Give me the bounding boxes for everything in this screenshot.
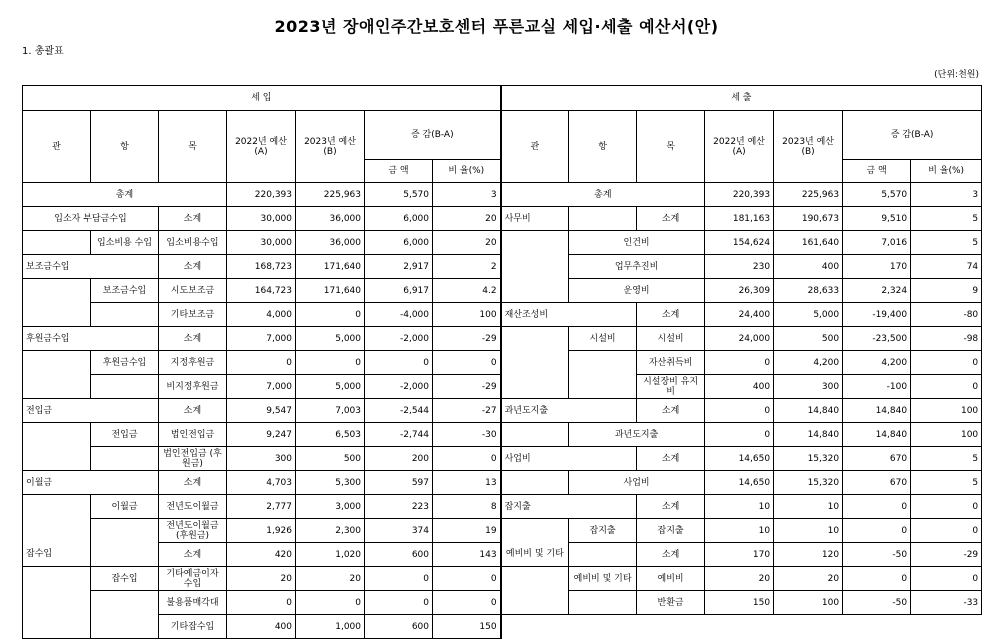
cell: 5,570	[843, 183, 911, 207]
cell: 500	[774, 327, 843, 351]
table-row	[23, 207, 982, 231]
cell: 30,000	[227, 207, 296, 231]
table-row	[23, 303, 982, 327]
gwan-cell: 잡지출	[501, 495, 637, 519]
cell: 0	[911, 519, 982, 543]
subtotal-label: 소계	[159, 471, 227, 495]
cell: 170	[705, 543, 774, 567]
col-2022: 2022년 예산(A)	[227, 111, 296, 183]
table-row	[23, 255, 982, 279]
cell: 3	[911, 183, 982, 207]
table-row	[23, 327, 982, 351]
cell: 300	[774, 375, 843, 399]
hang-cell: 잡수입	[91, 567, 159, 591]
cell: -27	[433, 399, 501, 423]
cell: 0	[365, 567, 433, 591]
mok-cell: 입소비용수입	[159, 231, 227, 255]
cell: 0	[365, 351, 433, 375]
col-hang-exp: 항	[569, 111, 637, 183]
cell: 154,624	[705, 231, 774, 255]
mok-cell: 법인전입금	[159, 423, 227, 447]
cell: 7,003	[296, 399, 365, 423]
cell: 600	[365, 543, 433, 567]
col-hang: 항	[91, 111, 159, 183]
col-ratio-exp: 비 율(%)	[911, 160, 982, 183]
cell: 20	[705, 567, 774, 591]
col-amount: 금 액	[365, 160, 433, 183]
hang-cell: 예비비 및 기타	[569, 567, 637, 591]
section-heading: 1. 총괄표	[22, 46, 64, 57]
cell: 6,000	[365, 231, 433, 255]
cell: 220,393	[227, 183, 296, 207]
cell: 0	[843, 519, 911, 543]
header-row-2	[23, 111, 982, 160]
gwan-cell: 과년도지출	[501, 399, 637, 423]
cell: 0	[227, 351, 296, 375]
mok-cell: 지정후원금	[159, 351, 227, 375]
cell: 5,000	[774, 303, 843, 327]
table-row	[23, 423, 982, 447]
col-2023-exp: 2023년 예산(B)	[774, 111, 843, 183]
gwan-cell: 전입금	[23, 399, 159, 423]
cell: -2,000	[365, 375, 433, 399]
cell: -50	[843, 591, 911, 615]
cell: 0	[433, 351, 501, 375]
cell: 420	[227, 543, 296, 567]
table-row	[23, 183, 982, 207]
mok-cell: 기타잡수입	[159, 615, 227, 639]
mok-cell: 기타보조금	[159, 303, 227, 327]
cell: 36,000	[296, 231, 365, 255]
cell: 20	[296, 567, 365, 591]
cell: 7,000	[227, 375, 296, 399]
subtotal-label: 소계	[637, 303, 705, 327]
cell: 0	[433, 591, 501, 615]
subtotal-label: 소계	[637, 399, 705, 423]
subtotal-label: 소계	[159, 543, 227, 567]
table-row	[23, 519, 982, 543]
expense-total-label: 총계	[501, 183, 705, 207]
gwan-cell: 사무비	[501, 207, 569, 231]
cell: 15,320	[774, 447, 843, 471]
cell: 5	[911, 471, 982, 495]
cell: 20	[433, 207, 501, 231]
cell: 100	[774, 591, 843, 615]
cell: 20	[774, 567, 843, 591]
cell: 400	[705, 375, 774, 399]
cell: 225,963	[296, 183, 365, 207]
cell: 20	[227, 567, 296, 591]
hang-cell: 업무추진비	[569, 255, 705, 279]
gwan-cell: 후원금수입	[23, 327, 159, 351]
hang-cell: 잡지출	[569, 519, 637, 543]
cell: -29	[911, 543, 982, 567]
hang-cell: 시설비	[569, 327, 637, 351]
cell: -33	[911, 591, 982, 615]
cell: 161,640	[774, 231, 843, 255]
cell: 171,640	[296, 255, 365, 279]
col-mok: 목	[159, 111, 227, 183]
table-row	[23, 615, 982, 639]
cell: -2,744	[365, 423, 433, 447]
cell: 26,309	[705, 279, 774, 303]
cell: 0	[911, 495, 982, 519]
cell: 10	[774, 495, 843, 519]
cell: 374	[365, 519, 433, 543]
cell: 4.2	[433, 279, 501, 303]
cell: 1,000	[296, 615, 365, 639]
cell: 9,510	[843, 207, 911, 231]
cell: 0	[227, 591, 296, 615]
cell: 100	[433, 303, 501, 327]
subtotal-label: 소계	[159, 327, 227, 351]
gwan-cell: 사업비	[501, 447, 637, 471]
cell: 150	[705, 591, 774, 615]
cell: 143	[433, 543, 501, 567]
cell: 5,300	[296, 471, 365, 495]
mok-cell: 시설비	[637, 327, 705, 351]
cell: 400	[774, 255, 843, 279]
cell: -4,000	[365, 303, 433, 327]
cell: 100	[911, 423, 982, 447]
cell: 7,000	[227, 327, 296, 351]
cell: 5	[911, 207, 982, 231]
cell: 0	[911, 351, 982, 375]
cell: -29	[433, 375, 501, 399]
cell: 1,020	[296, 543, 365, 567]
hang-cell: 이월금	[91, 495, 159, 519]
cell: 24,000	[705, 327, 774, 351]
subtotal-label: 소계	[637, 543, 705, 567]
cell: 220,393	[705, 183, 774, 207]
table-row	[23, 495, 982, 519]
mok-cell: 법인전입금 (후원금)	[159, 447, 227, 471]
cell: 74	[911, 255, 982, 279]
cell: 9,547	[227, 399, 296, 423]
budget-table	[22, 85, 982, 639]
cell: 14,650	[705, 471, 774, 495]
cell: -100	[843, 375, 911, 399]
cell: 2,324	[843, 279, 911, 303]
cell: 0	[705, 351, 774, 375]
cell: 120	[774, 543, 843, 567]
cell: 14,840	[843, 399, 911, 423]
cell: 30,000	[227, 231, 296, 255]
cell: 5	[911, 231, 982, 255]
cell: 20	[433, 231, 501, 255]
cell: 24,400	[705, 303, 774, 327]
col-mok-exp: 목	[637, 111, 705, 183]
hang-cell: 인건비	[569, 231, 705, 255]
cell: 4,200	[843, 351, 911, 375]
cell: 6,000	[365, 207, 433, 231]
col-2023: 2023년 예산(B)	[296, 111, 365, 183]
table-row	[23, 231, 982, 255]
cell: 6,917	[365, 279, 433, 303]
mok-cell: 전년도이월금 (후원금)	[159, 519, 227, 543]
cell: 5	[911, 447, 982, 471]
col-change: 증 감(B-A)	[365, 111, 501, 160]
gwan-cell: 이월금	[23, 471, 159, 495]
cell: 0	[911, 567, 982, 591]
cell: 10	[774, 519, 843, 543]
cell: 9,247	[227, 423, 296, 447]
header-row-1	[23, 86, 982, 111]
income-header: 세 입	[23, 86, 501, 111]
cell: 670	[843, 447, 911, 471]
col-change-exp: 증 감(B-A)	[843, 111, 982, 160]
cell: 300	[227, 447, 296, 471]
cell: 225,963	[774, 183, 843, 207]
cell: 10	[705, 519, 774, 543]
cell: -2,544	[365, 399, 433, 423]
cell: -19,400	[843, 303, 911, 327]
cell: 4,703	[227, 471, 296, 495]
table-row	[23, 471, 982, 495]
hang-cell: 사업비	[569, 471, 705, 495]
mok-cell: 잡지출	[637, 519, 705, 543]
mok-cell: 예비비	[637, 567, 705, 591]
cell: 230	[705, 255, 774, 279]
mok-cell: 비지정후원금	[159, 375, 227, 399]
cell: 168,723	[227, 255, 296, 279]
table-row	[23, 399, 982, 423]
table-row	[23, 447, 982, 471]
cell: 164,723	[227, 279, 296, 303]
cell: 190,673	[774, 207, 843, 231]
hang-cell: 전입금	[91, 423, 159, 447]
cell: 597	[365, 471, 433, 495]
cell: 0	[705, 423, 774, 447]
cell: 19	[433, 519, 501, 543]
gwan-cell: 보조금수입	[23, 255, 159, 279]
hang-cell: 운영비	[569, 279, 705, 303]
cell: -98	[911, 327, 982, 351]
col-2022-exp: 2022년 예산(A)	[705, 111, 774, 183]
cell: 7,016	[843, 231, 911, 255]
cell: 600	[365, 615, 433, 639]
cell: -29	[433, 327, 501, 351]
cell: 1,926	[227, 519, 296, 543]
cell: 14,650	[705, 447, 774, 471]
col-gwan-exp: 관	[501, 111, 569, 183]
gwan-cell: 입소자 부담금수입	[23, 207, 159, 231]
col-amount-exp: 금 액	[843, 160, 911, 183]
mok-cell: 시도보조금	[159, 279, 227, 303]
cell: 223	[365, 495, 433, 519]
mok-cell: 자산취득비	[637, 351, 705, 375]
cell: 8	[433, 495, 501, 519]
cell: 5,000	[296, 375, 365, 399]
cell: 100	[911, 399, 982, 423]
cell: 0	[843, 567, 911, 591]
cell: 0	[911, 375, 982, 399]
page-title: 2023년 장애인주간보호센터 푸른교실 세입·세출 예산서(안)	[274, 17, 719, 36]
hang-cell: 과년도지출	[569, 423, 705, 447]
cell: 14,840	[774, 423, 843, 447]
gwan-cell: 재산조성비	[501, 303, 637, 327]
expense-header: 세 출	[501, 86, 982, 111]
hang-cell: 보조금수입	[91, 279, 159, 303]
cell: 500	[296, 447, 365, 471]
cell: -23,500	[843, 327, 911, 351]
gwan-cell: 예비비 및 기타	[501, 543, 569, 567]
cell: 0	[296, 303, 365, 327]
cell: 3,000	[296, 495, 365, 519]
subtotal-label: 소계	[159, 255, 227, 279]
cell: 2,300	[296, 519, 365, 543]
table-row	[23, 351, 982, 375]
mok-cell: 기타예금이자 수입	[159, 567, 227, 591]
cell: 0	[433, 447, 501, 471]
cell: 9	[911, 279, 982, 303]
income-total-label: 총계	[23, 183, 227, 207]
mok-cell: 전년도이월금	[159, 495, 227, 519]
col-ratio: 비 율(%)	[433, 160, 501, 183]
cell: -2,000	[365, 327, 433, 351]
cell: 0	[296, 351, 365, 375]
cell: 28,633	[774, 279, 843, 303]
cell: -50	[843, 543, 911, 567]
subtotal-label: 소계	[159, 399, 227, 423]
cell: 2	[433, 255, 501, 279]
cell: 3	[433, 183, 501, 207]
cell: 0	[433, 567, 501, 591]
table-row	[23, 279, 982, 303]
table-row	[23, 375, 982, 399]
subtotal-label: 소계	[159, 207, 227, 231]
cell: 0	[296, 591, 365, 615]
cell: 14,840	[843, 423, 911, 447]
hang-cell: 입소비용 수입	[91, 231, 159, 255]
mok-cell: 반환금	[637, 591, 705, 615]
cell: 5,570	[365, 183, 433, 207]
hang-cell: 후원금수입	[91, 351, 159, 375]
table-row	[23, 543, 982, 567]
cell: 2,917	[365, 255, 433, 279]
subtotal-label: 소계	[637, 207, 705, 231]
cell: 170	[843, 255, 911, 279]
cell: 15,320	[774, 471, 843, 495]
subtotal-label: 소계	[637, 495, 705, 519]
cell: 181,163	[705, 207, 774, 231]
cell: 0	[705, 399, 774, 423]
cell: -30	[433, 423, 501, 447]
cell: 13	[433, 471, 501, 495]
cell: -80	[911, 303, 982, 327]
gwan-cell: 잡수입	[23, 543, 91, 567]
cell: 670	[843, 471, 911, 495]
cell: 4,000	[227, 303, 296, 327]
cell: 400	[227, 615, 296, 639]
cell: 200	[365, 447, 433, 471]
cell: 171,640	[296, 279, 365, 303]
cell: 0	[843, 495, 911, 519]
subtotal-label: 소계	[637, 447, 705, 471]
unit-label: (단위:천원)	[934, 70, 979, 80]
table-row	[23, 591, 982, 615]
cell: 2,777	[227, 495, 296, 519]
cell: 10	[705, 495, 774, 519]
mok-cell: 불용품매각대	[159, 591, 227, 615]
cell: 4,200	[774, 351, 843, 375]
cell: 0	[365, 591, 433, 615]
cell: 14,840	[774, 399, 843, 423]
table-row	[23, 567, 982, 591]
col-gwan: 관	[23, 111, 91, 183]
mok-cell: 시설장비 유지비	[637, 375, 705, 399]
cell: 6,503	[296, 423, 365, 447]
cell: 150	[433, 615, 501, 639]
cell: 36,000	[296, 207, 365, 231]
cell: 5,000	[296, 327, 365, 351]
